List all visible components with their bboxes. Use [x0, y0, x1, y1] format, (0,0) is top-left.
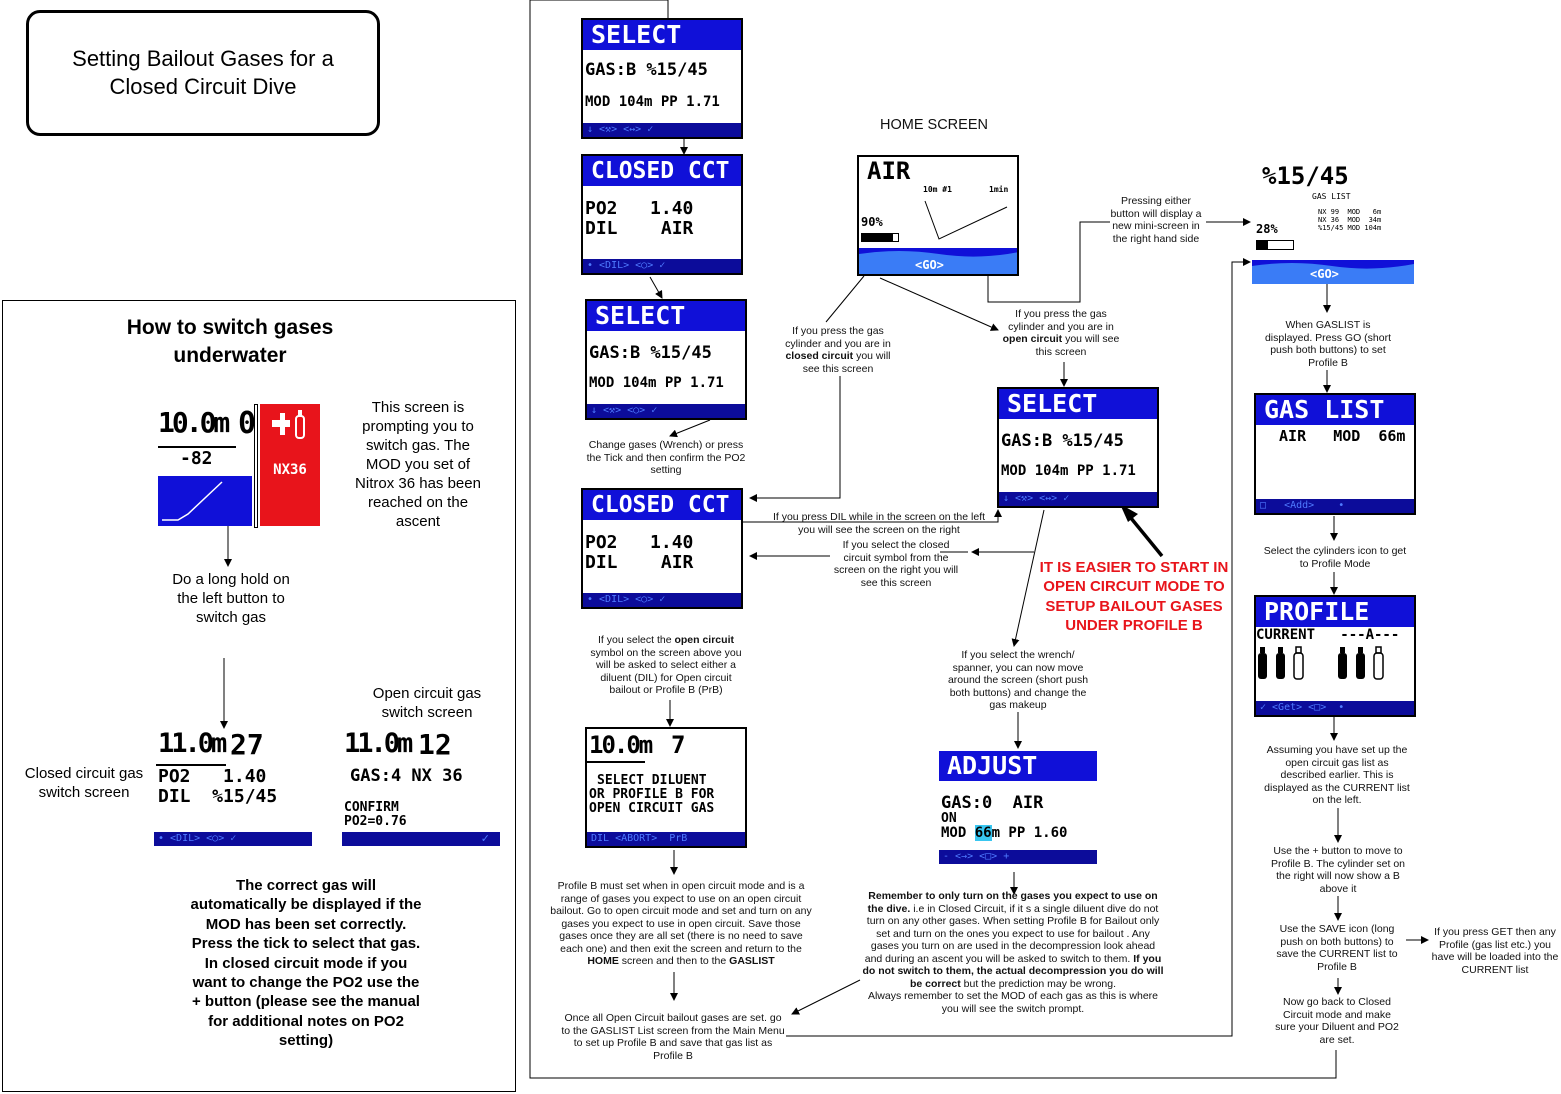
- home-screen-label: HOME SCREEN: [880, 117, 988, 133]
- assuming-text: Assuming you have set up the open circuit gas list as described earlier. This is displayed as the CURRENT list on the left.: [1264, 744, 1410, 806]
- prompt-ns: -82: [180, 448, 213, 469]
- if-wrench-text: If you select the wrench/ spanner, you can now move around the screen (short push both buttons) and change the gas makeup: [947, 649, 1089, 711]
- if-closed-text: If you press the gas cylinder and you are in closed circuit you will see this screen: [785, 325, 891, 375]
- change-gases-text: Change gases (Wrench) or press the Tick and then confirm the PO2 setting: [586, 439, 746, 476]
- if-dil-text: If you press DIL while in the screen on the left you will see the screen on the right: [772, 511, 986, 536]
- cc-dil: DIL %15/45: [158, 786, 278, 807]
- profile-screen: PROFILE CURRENT ---A--- ✓ <Get> <□> •: [1254, 595, 1416, 717]
- pressing-either-text: Pressing either button will display a new mini-screen in the right hand side: [1110, 195, 1202, 245]
- prompt-depth: 10.0m: [158, 406, 228, 439]
- cylinder-set-icon: [1256, 643, 1416, 683]
- use-save-text: Use the SAVE icon (long push on both buttons) to save the CURRENT list to Profile B: [1276, 923, 1398, 973]
- cylinder-switch-icon: [260, 404, 320, 448]
- cc-switch-screen: [156, 728, 316, 848]
- mini-sub: GAS LIST: [1312, 192, 1351, 201]
- if-open-text: If you press the gas cylinder and you are in open circuit you will see this screen: [1002, 308, 1120, 358]
- mini-screen: %15/45 GAS LIST NX 99 MOD 6m NX 36 MOD 34m %15/45 MOD 104m 28% <GO>: [1252, 162, 1414, 284]
- ascent-graph-icon: [158, 476, 252, 526]
- oc-gas: GAS:4 NX 36: [350, 766, 463, 786]
- open-switch-label: Open circuit gas switch screen: [372, 685, 482, 721]
- if-get-text: If you press GET then any Profile (gas list etc.) you have will be loaded into the CURRENT list: [1431, 926, 1559, 976]
- select-diluent-screen: 10.0m 7 SELECT DILUENT OR PROFILE B FOR OPEN CIRCUIT GAS DIL <ABORT> PrB: [585, 727, 747, 848]
- cc-footer: • <DIL> <○> ✓: [154, 832, 312, 846]
- adjust-screen: ADJUST GAS:0 AIR ON MOD 66m PP 1.60 - <→> <□> +: [937, 749, 1099, 870]
- select-screen-1: SELECT GAS:B %15/45 MOD 104m PP 1.71 ↓ <⚒> <↔> ✓: [581, 18, 743, 139]
- now-go-text: Now go back to Closed Circuit mode and make sure your Diluent and PO2 are set.: [1275, 996, 1399, 1046]
- prompt-gas-tile: [260, 404, 320, 526]
- select-screen-2: SELECT GAS:B %15/45 MOD 104m PP 1.71 ↓ <⚒> <○> ✓: [585, 299, 747, 420]
- remember-note: Remember to only turn on the gases you expect to use on the dive. i.e in Closed Circuit, if it s a single diluent dive do not turn on any other gases. When setting Profile B for Bailout only set and turn on the ones you expect to use for bailout . Any gases you turn on are used in the decompression look ahead and during an ascent you will be asked to switch to them. If you do not switch to them, the actual decompression you do will be correct but the prediction may be wrong. Always remember to set the MOD of each gas as this is where you will see the switch prompt.: [862, 890, 1164, 1015]
- cc-depth: 11.0m: [158, 728, 225, 759]
- cc-po2: PO2 1.40: [158, 766, 267, 787]
- if-open-symbol-text: If you select the open circuit symbol on the screen above you will be asked to select either a diluent (DIL) for Open circuit bailout or Profile B (PrB): [590, 634, 742, 696]
- use-plus-text: Use the + button to move to Profile B. The cylinder set on the right will now show a B above it: [1270, 845, 1406, 895]
- when-gaslist-text: When GASLIST is displayed. Press GO (short push both buttons) to set Profile B: [1264, 319, 1392, 369]
- oc-po2: PO2=0.76: [344, 814, 407, 829]
- closed-cct-screen-1: CLOSED CCT PO2 1.40 DIL AIR • <DIL> <○> ✓: [581, 154, 743, 275]
- long-hold-text: Do a long hold on the left button to switch gas: [172, 571, 290, 626]
- mini-row-1: NX 99 MOD 6m: [1318, 208, 1382, 216]
- mini-gas: %15/45: [1262, 162, 1349, 190]
- oc-time: 12: [418, 728, 452, 761]
- mini-batt: 28%: [1256, 222, 1278, 236]
- closed-cct-screen-2: CLOSED CCT PO2 1.40 DIL AIR • <DIL> <○> ✓: [581, 488, 743, 609]
- prompt-gas: NX36: [273, 462, 307, 478]
- title-box: [26, 10, 380, 136]
- select-cyl-text: Select the cylinders icon to get to Profile Mode: [1263, 545, 1407, 570]
- select-screen-3: SELECT GAS:B %15/45 MOD 104m PP 1.71 ↓ <⚒> <↔> ✓: [997, 387, 1159, 508]
- oc-switch-screen: [342, 728, 502, 848]
- profile-b-note: Profile B must set when in open circuit mode and is a range of gases you expect to use on an open circuit bailout. Go to open circuit mode and set and turn on any gases you expect to use in open circuit. Save those gases once they are all set (there is no need to save each one) and then exit the screen and return to the HOME screen and then to the GASLIST: [550, 880, 812, 967]
- oc-depth: 11.0m: [344, 728, 411, 759]
- cc-time: 27: [230, 728, 264, 761]
- page-title: Setting Bailout Gases for a Closed Circuit Dive: [72, 46, 334, 99]
- prompt-time: 0: [238, 406, 257, 441]
- mini-row-3: %15/45 MOD 104m: [1318, 224, 1382, 232]
- oc-confirm: CONFIRM: [344, 800, 399, 815]
- if-closed-symbol-text: If you select the closed circuit symbol from the screen on the right you will see this screen: [833, 539, 959, 589]
- home-screen: AIR 10m #1 1min 90% <GO>: [857, 155, 1019, 276]
- closed-switch-label: Closed circuit gas switch screen: [24, 765, 144, 801]
- panel-title: How to switch gases underwater: [126, 316, 334, 367]
- mini-row-2: NX 36 MOD 34m: [1318, 216, 1382, 224]
- once-all-text: Once all Open Circuit bailout gases are set. go to the GASLIST List screen from the Main Menu to set up Profile B and save that gas list as Profile B: [561, 1012, 785, 1062]
- prompt-screen: [158, 404, 320, 528]
- adjust-mod-line: MOD 66m PP 1.60: [941, 825, 1068, 841]
- prompt-text: This screen is prompting you to switch gas. The MOD you set of Nitrox 36 has been reached on the ascent: [355, 399, 481, 530]
- oc-footer: ✓: [342, 832, 500, 846]
- gas-list-screen: GAS LIST AIR MOD 66m □ <Add> •: [1254, 393, 1416, 515]
- prompt-graph: [158, 476, 252, 526]
- easier-note: IT IS EASIER TO START IN OPEN CIRCUIT MODE TO SETUP BAILOUT GASES UNDER PROFILE B: [1039, 559, 1229, 635]
- correct-gas-text: The correct gas will automatically be displayed if the MOD has been set correctly. Press the tick to select that gas. In closed circuit mode if you want to change the PO2 use the + button (please see the manual for additional notes on PO2 setting): [190, 877, 422, 1050]
